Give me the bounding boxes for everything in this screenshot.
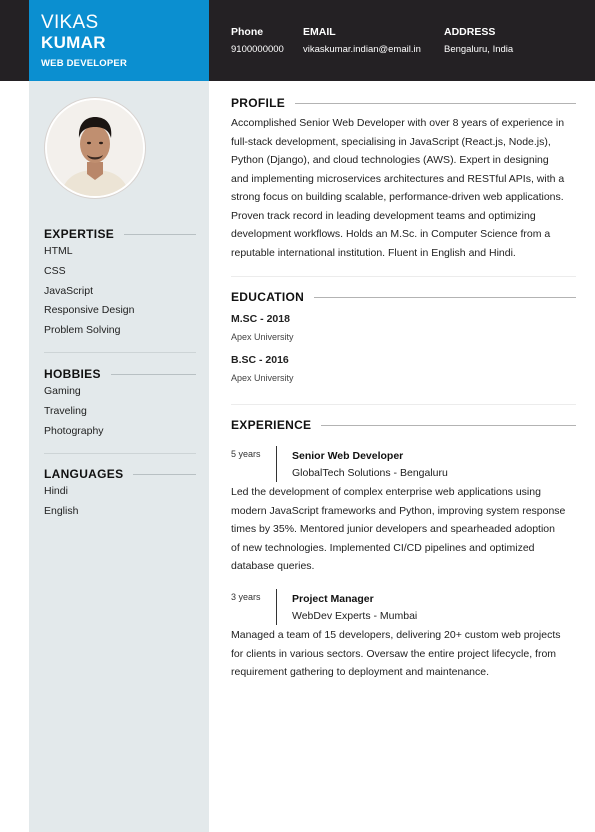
language-item: English — [44, 504, 79, 517]
experience-section — [231, 418, 576, 432]
languages-title: LANGUAGES — [44, 467, 124, 481]
language-item: Hindi — [44, 485, 68, 497]
expertise-title: EXPERTISE — [44, 227, 115, 241]
school: Apex University — [231, 373, 294, 383]
timeline-line — [276, 589, 277, 625]
title-rule — [124, 234, 196, 235]
job-title: Senior Web Developer — [292, 450, 404, 462]
degree: M.SC - 2018 — [231, 313, 290, 325]
job-line: for clients in various sectors. Oversaw the entire project lifecycle, from — [231, 647, 557, 660]
phone-value: 9100000000 — [231, 44, 284, 55]
job-line: times by 35%. Mentored junior developers and spearheaded adoption — [231, 523, 555, 535]
profile-line: strong focus on building scalable, performance-driven web applications. — [231, 191, 564, 203]
experience-title: EXPERIENCE — [231, 418, 312, 432]
job-line: requirement gathering to deployment and maintenance. — [231, 666, 489, 678]
profile-line: reputable international institution. Fluent in English and Hindi. — [231, 246, 516, 259]
job-description — [231, 626, 576, 682]
job-company: GlobalTech Solutions - Bengaluru — [292, 467, 448, 479]
job-line: Led the development of complex enterprise web applications using — [231, 486, 541, 498]
expertise-item: Problem Solving — [44, 324, 121, 337]
profile-line: development workflows. Holds an M.Sc. in Computer Science from a — [231, 228, 551, 240]
expertise-section — [44, 227, 196, 341]
contact-email — [303, 26, 421, 55]
job-years: 3 years — [231, 592, 261, 602]
degree: B.SC - 2016 — [231, 354, 289, 366]
job-line: Managed a team of 15 developers, delivering 20+ custom web projects — [231, 629, 561, 641]
first-name: VIKAS — [41, 12, 99, 33]
last-name: KUMAR — [41, 33, 106, 52]
profile-line: full-stack development, specialising in JavaScript (React.js, Node.js), — [231, 135, 551, 148]
profile-line: Proven track record in leading development teams and optimizing — [231, 209, 536, 222]
profile-photo — [45, 98, 145, 198]
job-line: database queries. — [231, 560, 315, 572]
contact-label: EMAIL — [303, 26, 336, 38]
education-title: EDUCATION — [231, 290, 305, 304]
expertise-item: Responsive Design — [44, 304, 135, 317]
job-line: modern JavaScript frameworks and Python, improving system response — [231, 504, 566, 517]
expertise-item: JavaScript — [44, 284, 94, 297]
contact-phone — [231, 26, 284, 55]
job-description — [231, 483, 576, 576]
languages-section — [44, 467, 196, 522]
timeline-line — [276, 446, 277, 482]
title-rule — [314, 297, 576, 298]
expertise-item: CSS — [44, 264, 66, 277]
job-line: of new technologies. Implemented CI/CD pipelines and optimized — [231, 541, 535, 554]
name-block — [29, 0, 209, 81]
hobby-item: Traveling — [44, 404, 87, 417]
hobbies-title: HOBBIES — [44, 367, 101, 381]
title-rule — [295, 103, 576, 104]
title-rule — [321, 425, 576, 426]
hobby-item: Gaming — [44, 385, 81, 397]
hobbies-section — [44, 367, 196, 441]
email-value: vikaskumar.indian@email.in — [303, 44, 421, 55]
title-rule — [133, 474, 196, 475]
title-rule — [111, 374, 196, 375]
section-divider — [44, 453, 196, 454]
job-years: 5 years — [231, 449, 261, 459]
section-divider — [231, 404, 576, 405]
job-title: Project Manager — [292, 593, 374, 605]
profile-title: PROFILE — [231, 96, 286, 110]
profile-line: Python (Django), and cloud technologies (AWS). Expert in designing — [231, 154, 549, 166]
expertise-item: HTML — [44, 245, 73, 257]
contact-label: Phone — [231, 26, 264, 38]
section-divider — [231, 276, 576, 277]
sidebar — [29, 81, 209, 832]
section-divider — [44, 352, 196, 353]
profile-section — [231, 96, 576, 262]
school: Apex University — [231, 332, 294, 342]
contact-address — [444, 26, 513, 55]
profile-line: Accomplished Senior Web Developer with over 8 years of experience in — [231, 117, 565, 129]
job-header — [231, 446, 576, 484]
education-section — [231, 290, 576, 383]
job-role: WEB DEVELOPER — [41, 58, 127, 69]
address-value: Bengaluru, India — [444, 44, 514, 55]
hobby-item: Photography — [44, 424, 104, 437]
person-icon — [47, 100, 143, 196]
job-company: WebDev Experts - Mumbai — [292, 610, 418, 622]
contact-label: ADDRESS — [444, 26, 496, 38]
profile-line: and implementing microservices architectures and RESTful APIs, with a — [231, 172, 565, 185]
profile-text — [231, 114, 576, 262]
job-header — [231, 589, 576, 627]
